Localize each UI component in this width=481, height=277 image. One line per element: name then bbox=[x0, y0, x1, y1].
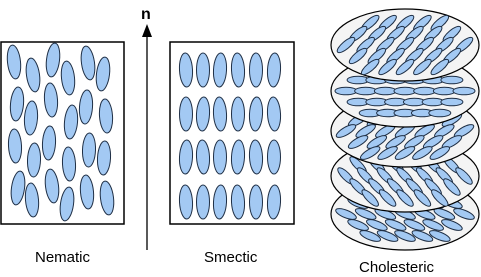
director-label: n bbox=[141, 6, 151, 23]
cholesteric-molecule bbox=[429, 109, 451, 117]
cholesteric-molecule bbox=[414, 87, 436, 95]
cholesteric-molecule bbox=[394, 87, 416, 95]
cholesteric-label: Cholesteric bbox=[359, 259, 435, 276]
smectic-molecule bbox=[214, 140, 227, 174]
smectic-molecule bbox=[180, 97, 193, 131]
nematic-label: Nematic bbox=[35, 249, 91, 266]
cholesteric-molecule bbox=[355, 87, 377, 95]
cholesteric-molecule bbox=[433, 87, 455, 95]
smectic-molecule bbox=[268, 140, 281, 174]
cholesteric-molecule bbox=[453, 87, 475, 95]
smectic-molecule bbox=[250, 185, 263, 219]
smectic-molecule bbox=[232, 97, 245, 131]
smectic-molecule bbox=[250, 53, 263, 87]
cholesteric-layer bbox=[331, 9, 479, 81]
cholesteric-molecule bbox=[335, 87, 357, 95]
director-arrow-head bbox=[142, 24, 152, 37]
smectic-panel bbox=[170, 42, 294, 224]
nematic-panel bbox=[1, 42, 124, 224]
cholesteric-molecule bbox=[441, 98, 463, 106]
director-axis bbox=[141, 6, 152, 250]
cholesteric-stack bbox=[331, 9, 479, 250]
smectic-label: Smectic bbox=[204, 249, 258, 266]
smectic-molecule bbox=[197, 53, 210, 87]
smectic-molecule bbox=[197, 185, 210, 219]
cholesteric-molecule bbox=[441, 76, 463, 84]
cholesteric-molecule bbox=[374, 87, 396, 95]
